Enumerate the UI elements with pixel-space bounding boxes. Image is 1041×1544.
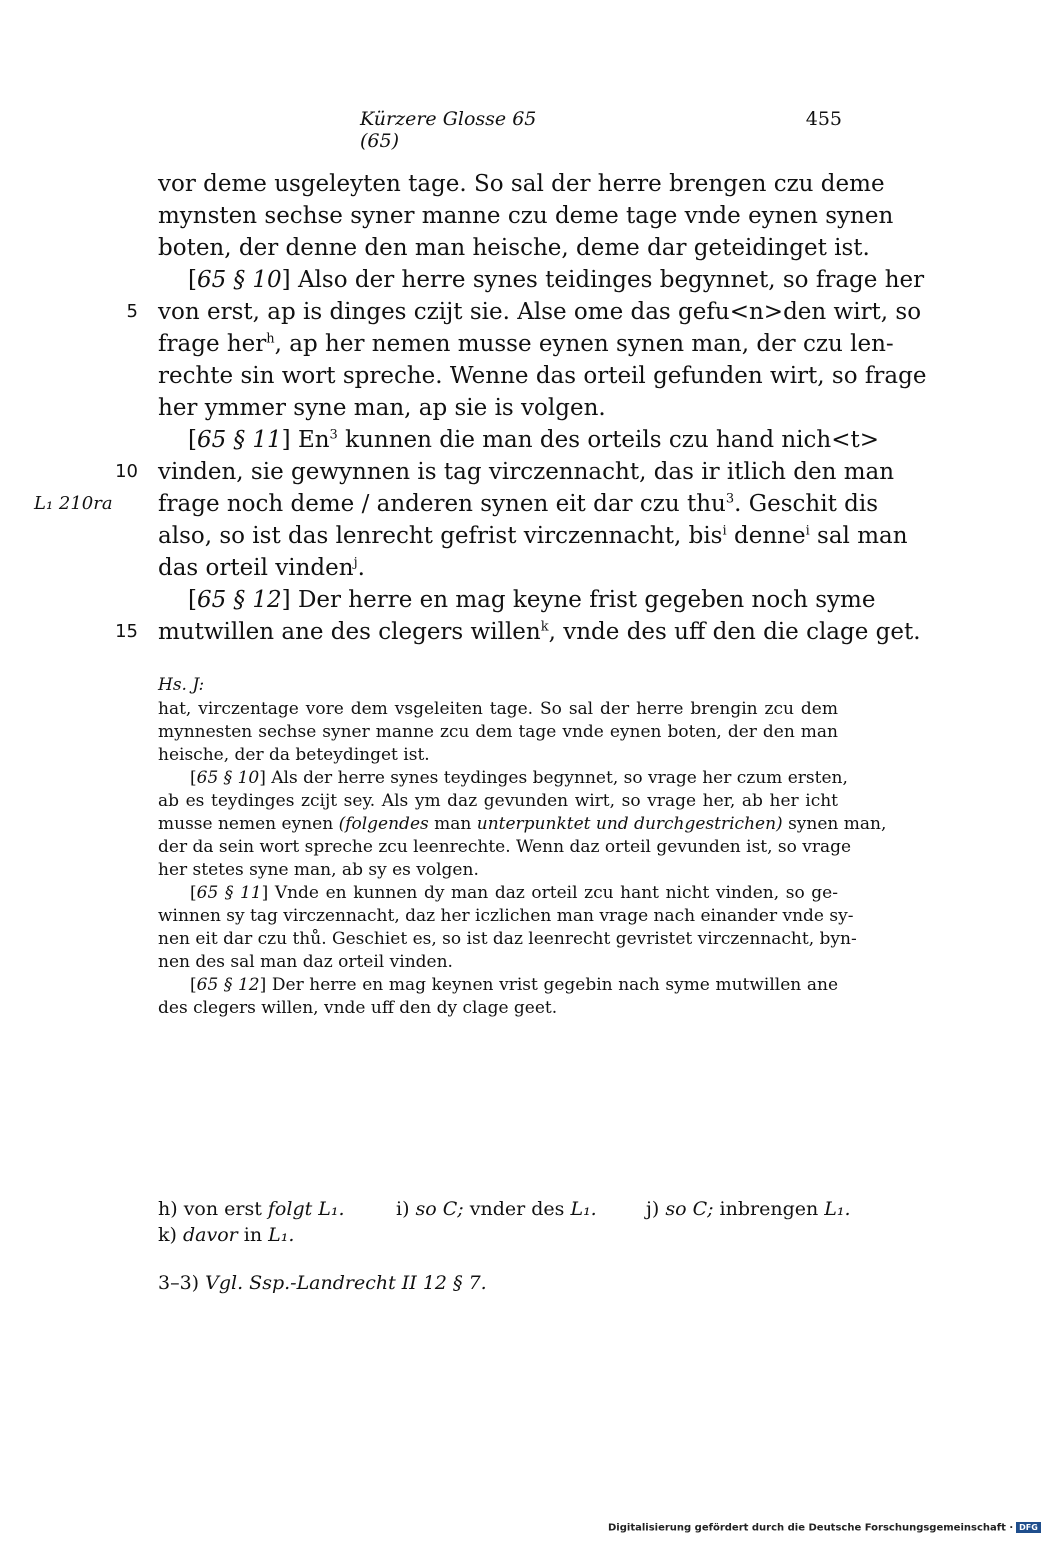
- variant-line: [65 § 11] Vnde en kunnen dy man daz orteil zcu hant nicht vinden, so ge-: [190, 883, 838, 903]
- running-title: Kürzere Glosse 65 (65): [360, 108, 537, 152]
- footnote-i: i) so C; vnder des L₁.: [396, 1198, 597, 1220]
- footnote-j: j) so C; inbrengen L₁.: [646, 1198, 851, 1220]
- manuscript-reference: L₁ 210ra: [34, 493, 113, 514]
- variant-line: heische, der da beteydinget ist.: [158, 745, 430, 765]
- text-line: frage her$^h$, ap her nemen musse eynen synen man, der czu len-: [158, 331, 894, 357]
- variant-line: des clegers willen, vnde uff den dy clage geet.: [158, 998, 558, 1018]
- line-number: 5: [126, 301, 138, 322]
- text-line: her ymmer syne man, ap sie is volgen.: [158, 395, 606, 421]
- text-line: rechte sin wort spreche. Wenne das orteil gefunden wirt, so frage: [158, 363, 927, 389]
- paragraph-ref: 65 § 10: [196, 267, 282, 293]
- variant-line: der da sein wort spreche zcu leenrechte. Wenn daz orteil gevunden ist, so vrage: [158, 837, 852, 857]
- text-line: mynsten sechse syner manne czu deme tage vnde eynen synen: [158, 203, 894, 229]
- variant-label: Hs. J:: [158, 675, 205, 695]
- text-line: [65 § 11] En$^3$ kunnen die man des orteils czu hand nich<t>: [188, 427, 880, 453]
- line-number: 15: [115, 621, 138, 642]
- source-reference: 3–3) Vgl. Ssp.-Landrecht II 12 § 7.: [158, 1272, 487, 1294]
- footnote-mark: k: [540, 619, 549, 635]
- footnote-h: h) von erst folgt L₁.: [158, 1198, 345, 1220]
- text-line: mutwillen ane des clegers willen$^k$, vnde des uff den die clage get.: [158, 619, 921, 645]
- text-line: also, so ist das lenrecht gefrist virczennacht, bis$^i$ denne$^i$ sal man: [158, 523, 908, 549]
- paragraph-ref: 65 § 11: [196, 427, 282, 453]
- page-number: 455: [805, 108, 842, 130]
- text-line: [65 § 12] Der herre en mag keyne frist gegeben noch syme: [188, 587, 876, 613]
- variant-line: musse nemen eynen (folgendes man unterpunktet und durchgestrichen) synen man,: [158, 814, 887, 834]
- text-line: boten, der denne den man heische, deme dar geteidinget ist.: [158, 235, 870, 261]
- variant-line: [65 § 12] Der herre en mag keynen vrist gegebin nach syme mutwillen ane: [190, 975, 838, 995]
- dfg-logo: DFG: [1016, 1522, 1041, 1533]
- text-line: frage noch deme / anderen synen eit dar czu thu$^3$. Geschit dis: [158, 491, 879, 517]
- paragraph-ref: 65 § 12: [196, 587, 282, 613]
- variant-line: winnen sy tag virczennacht, daz her iczlichen man vrage nach einander vnde sy-: [158, 906, 854, 926]
- funding-note: Digitalisierung gefördert durch die Deutsche Forschungsgemeinschaft · DFG: [608, 1522, 1041, 1534]
- footnote-mark: h: [266, 331, 275, 347]
- text-line: von erst, ap is dinges czijt sie. Alse ome das gefu<n>den wirt, so: [158, 299, 922, 325]
- variant-line: nen eit dar czu thů. Geschiet es, so ist daz leenrecht gevristet virczennacht, byn-: [158, 929, 857, 949]
- text-line: vor deme usgeleyten tage. So sal der herre brengen czu deme: [158, 171, 885, 197]
- footnote-mark: j: [353, 555, 358, 571]
- variant-line: ab es teydinges zcijt sey. Als ym daz gevunden wirt, so vrage her, ab her icht: [158, 791, 838, 811]
- variant-line: nen des sal man daz orteil vinden.: [158, 952, 453, 972]
- text-line: das orteil vinden$^j$.: [158, 555, 365, 581]
- variant-line: her stetes syne man, ab sy es volgen.: [158, 860, 479, 880]
- line-number: 10: [115, 461, 138, 482]
- text-line: [65 § 10] Also der herre synes teidinges begynnet, so frage her: [188, 267, 925, 293]
- footnote-mark: 3: [725, 491, 735, 507]
- footnote-k: k) davor in L₁.: [158, 1224, 295, 1246]
- variant-line: hat, virczentage vore dem vsgeleiten tage. So sal der herre brengin zcu dem: [158, 699, 838, 719]
- footnote-mark: 3: [329, 427, 338, 443]
- footnote-mark: i: [722, 523, 727, 539]
- text-line: vinden, sie gewynnen is tag virczennacht, das ir itlich den man: [158, 459, 895, 485]
- footnote-mark: i: [805, 523, 810, 539]
- variant-line: [65 § 10] Als der herre synes teydinges begynnet, so vrage her czum ersten,: [190, 768, 848, 788]
- variant-line: mynnesten sechse syner manne zcu dem tage vnde eynen boten, der den man: [158, 722, 838, 742]
